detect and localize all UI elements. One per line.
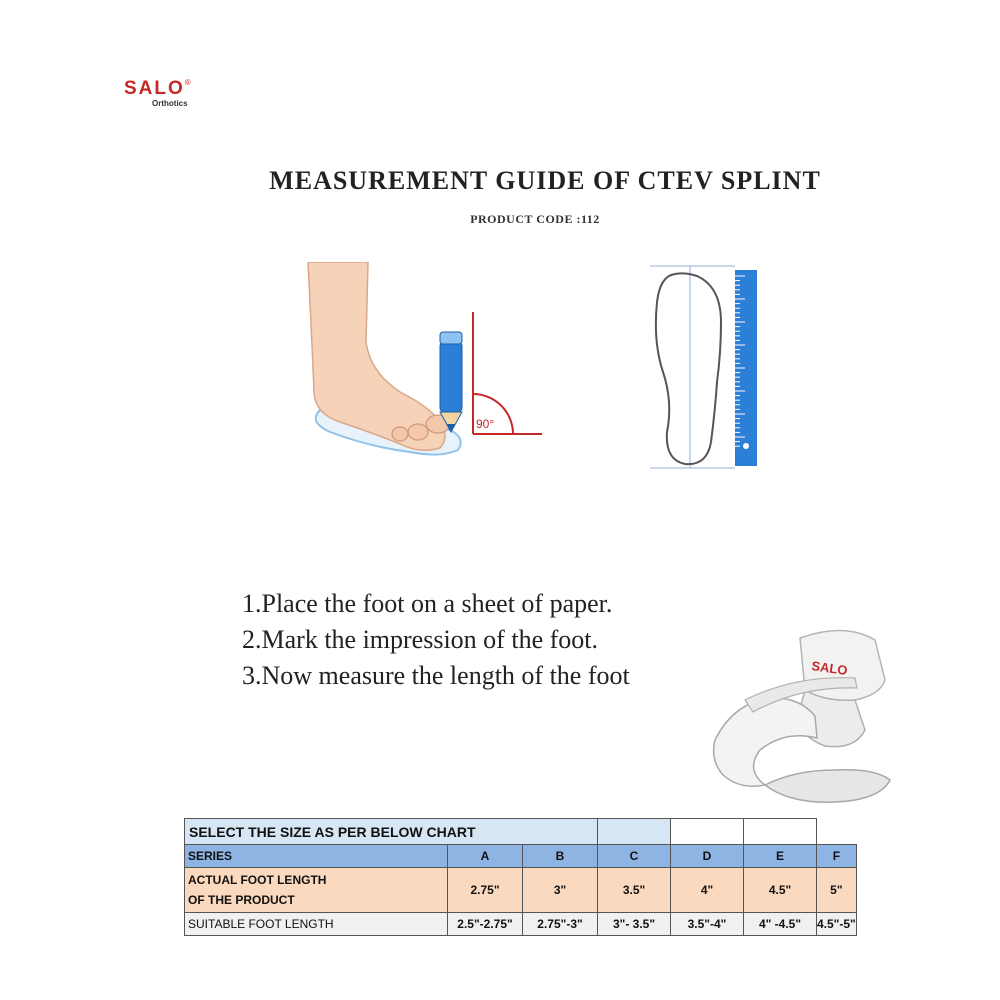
actual-length-cell: 4"	[671, 868, 744, 913]
actual-length-cell: 4.5"	[744, 868, 817, 913]
splint-product-image	[705, 620, 905, 810]
step-1: 1.Place the foot on a sheet of paper.	[242, 589, 613, 618]
product-code: PRODUCT CODE :112	[470, 212, 600, 226]
brand-reg-mark: ®	[184, 78, 191, 87]
suitable-length-row	[185, 913, 857, 936]
suitable-length-label: SUITABLE FOOT LENGTH	[185, 913, 448, 936]
product-logo-label: SALO	[810, 658, 849, 678]
actual-length-cell: 3.5"	[598, 868, 671, 913]
actual-length-label-line2: OF THE PRODUCT	[188, 893, 295, 907]
size-chart-heading-row	[185, 819, 857, 845]
heading-filler	[598, 819, 671, 845]
heading-filler	[744, 819, 817, 845]
actual-length-cell: 5"	[817, 868, 857, 913]
suitable-length-cell: 4.5"-5"	[817, 913, 857, 936]
suitable-length-cell: 3.5"-4"	[671, 913, 744, 936]
series-cell: B	[523, 845, 598, 868]
series-cell: E	[744, 845, 817, 868]
actual-length-cell: 3"	[523, 868, 598, 913]
suitable-length-cell: 3"- 3.5"	[598, 913, 671, 936]
series-label: SERIES	[185, 845, 448, 868]
actual-length-cell: 2.75"	[448, 868, 523, 913]
angle-label: 90°	[476, 417, 495, 431]
footprint-outline	[656, 273, 721, 464]
foot-marking-illustration	[290, 262, 550, 467]
series-cell: F	[817, 845, 857, 868]
step-2: 2.Mark the impression of the foot.	[242, 625, 598, 654]
measurement-steps	[242, 586, 630, 694]
actual-length-row	[185, 868, 857, 913]
series-cell: D	[671, 845, 744, 868]
actual-length-label	[185, 868, 448, 913]
footprint-ruler-illustration	[645, 262, 760, 474]
suitable-length-cell: 4" -4.5"	[744, 913, 817, 936]
series-cell: C	[598, 845, 671, 868]
actual-length-label-line1: ACTUAL FOOT LENGTH	[188, 873, 327, 887]
series-cell: A	[448, 845, 523, 868]
ruler-icon	[735, 270, 757, 466]
size-chart-heading: SELECT THE SIZE AS PER BELOW CHART	[185, 819, 598, 845]
brand-logo	[124, 78, 191, 108]
suitable-length-cell: 2.75"-3"	[523, 913, 598, 936]
brand-subtitle: Orthotics	[152, 99, 188, 108]
suitable-length-cell: 2.5"-2.75"	[448, 913, 523, 936]
pencil-icon	[440, 332, 462, 432]
heading-filler	[671, 819, 744, 845]
size-chart-table	[184, 818, 857, 936]
series-row	[185, 845, 857, 868]
step-3: 3.Now measure the length of the foot	[242, 661, 630, 690]
page-title: MEASUREMENT GUIDE OF CTEV SPLINT	[269, 166, 821, 195]
brand-name: SALO	[124, 78, 185, 99]
